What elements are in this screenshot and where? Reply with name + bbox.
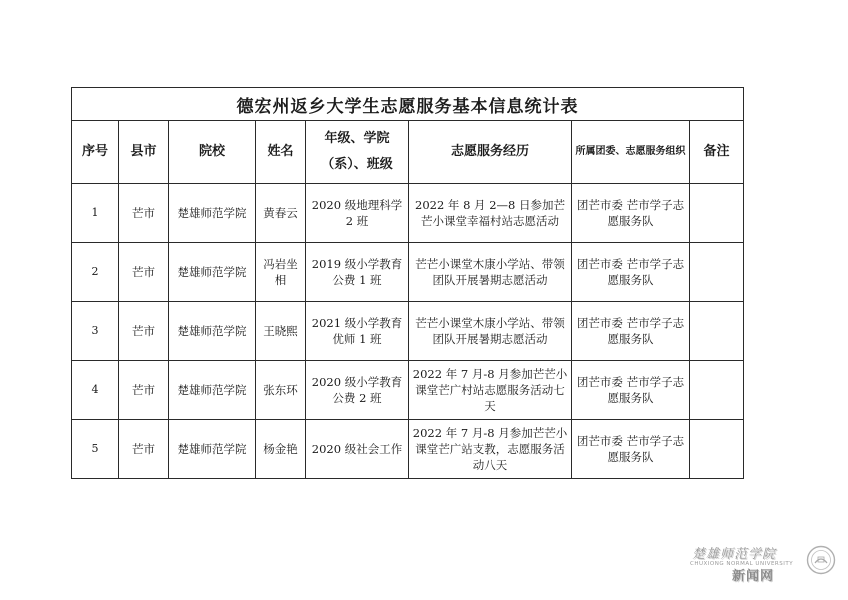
row-name: 黄春云 [256,184,306,243]
row-index: 4 [72,361,119,420]
table-row [72,243,744,302]
row-remark [690,243,744,302]
table-row [72,361,744,420]
row-experience: 芒芒小课堂木康小学站、带领团队开展暑期志愿活动 [409,302,572,361]
row-county: 芒市 [119,184,169,243]
row-grade: 2019 级小学教育公费 1 班 [306,243,409,302]
header-county: 县市 [119,121,169,184]
watermark-university-name: 楚雄师范学院 [692,547,777,562]
header-remark: 备注 [690,121,744,184]
row-organization: 团芒市委 芒市学子志愿服务队 [572,243,690,302]
row-grade: 2020 级地理科学 2 班 [306,184,409,243]
row-county: 芒市 [119,243,169,302]
header-experience: 志愿服务经历 [409,121,572,184]
row-experience: 2022 年 7 月-8 月参加芒芒小课堂芒广站支教，志愿服务活动八天 [409,420,572,479]
row-experience: 芒芒小课堂木康小学站、带领团队开展暑期志愿活动 [409,243,572,302]
row-name: 杨金艳 [256,420,306,479]
header-index: 序号 [72,121,119,184]
row-county: 芒市 [119,420,169,479]
row-school: 楚雄师范学院 [169,420,256,479]
row-county: 芒市 [119,302,169,361]
watermark-news-label: 新闻网 [732,569,775,584]
row-organization: 团芒市委 芒市学子志愿服务队 [572,361,690,420]
row-remark [690,184,744,243]
row-organization: 团芒市委 芒市学子志愿服务队 [572,420,690,479]
row-index: 2 [72,243,119,302]
header-row [72,121,744,184]
table-row [72,420,744,479]
header-grade [306,121,409,184]
row-index: 1 [72,184,119,243]
table-row [72,184,744,243]
header-school: 院校 [169,121,256,184]
row-county: 芒市 [119,361,169,420]
row-index: 5 [72,420,119,479]
row-index: 3 [72,302,119,361]
header-organization: 所属团委、志愿服务组织 [572,121,690,184]
row-remark [690,361,744,420]
row-school: 楚雄师范学院 [169,243,256,302]
header-name: 姓名 [256,121,306,184]
statistics-table [71,87,744,479]
row-grade: 2020 级小学教育公费 2 班 [306,361,409,420]
row-school: 楚雄师范学院 [169,302,256,361]
row-school: 楚雄师范学院 [169,184,256,243]
row-organization: 团芒市委 芒市学子志愿服务队 [572,184,690,243]
row-grade: 2021 级小学教育优师 1 班 [306,302,409,361]
row-organization: 团芒市委 芒市学子志愿服务队 [572,302,690,361]
row-grade: 2020 级社会工作 [306,420,409,479]
row-name: 王晓熙 [256,302,306,361]
university-seal-icon [806,545,836,575]
row-remark [690,420,744,479]
header-grade-line2: （系）、班级 [321,157,393,172]
watermark-english-name: CHUXIONG NORMAL UNIVERSITY [690,561,794,567]
table-title: 德宏州返乡大学生志愿服务基本信息统计表 [72,88,744,121]
table-row [72,302,744,361]
news-watermark [690,537,840,585]
header-grade-line1: 年级、学院 [324,131,390,146]
row-name: 冯岩坐相 [256,243,306,302]
row-school: 楚雄师范学院 [169,361,256,420]
row-experience: 2022 年 8 月 2—8 日参加芒芒小课堂幸福村站志愿活动 [409,184,572,243]
row-experience: 2022 年 7 月-8 月参加芒芒小课堂芒广村站志愿服务活动七天 [409,361,572,420]
row-name: 张东环 [256,361,306,420]
row-remark [690,302,744,361]
